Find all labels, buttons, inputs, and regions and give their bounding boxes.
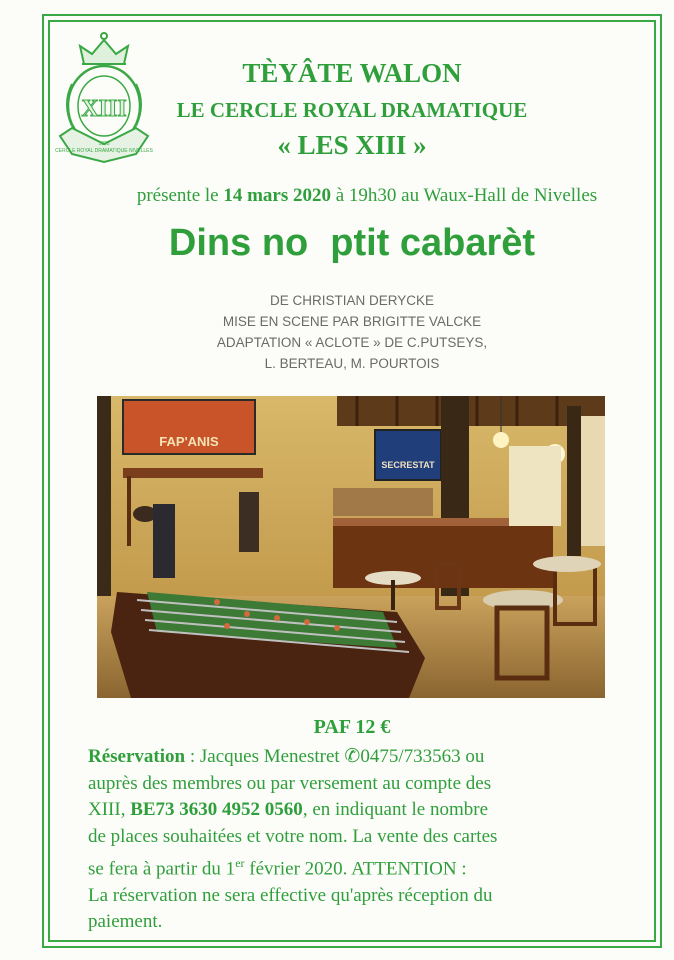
reservation-line-6: La réservation ne sera effective qu'après réception du bbox=[88, 884, 493, 906]
poster-secrestat-text: SECRESTAT bbox=[381, 460, 435, 470]
reservation-line-3 bbox=[88, 797, 628, 824]
reservation-line-2: auprès des membres ou par versement au compte des bbox=[88, 772, 492, 794]
show-title bbox=[0, 222, 674, 265]
credit-adaptation-cont: L. BERTEAU, M. POURTOIS bbox=[264, 356, 440, 371]
show-date: 14 mars 2020 bbox=[223, 185, 331, 206]
presents-pre: présente le bbox=[136, 185, 224, 206]
logo-year: 1923 bbox=[98, 141, 110, 147]
credits-block bbox=[0, 290, 674, 374]
reservation-nombre: , en indiquant le nombre bbox=[302, 799, 489, 820]
reservation-attention: février 2020. ATTENTION : bbox=[244, 858, 467, 880]
show-title-part2: ptit cabarèt bbox=[330, 222, 536, 264]
reservation-xiii: XIII, bbox=[88, 799, 131, 820]
show-title-part1: Dins no bbox=[168, 222, 309, 264]
theatre-subtitle: LE CERCLE ROYAL DRAMATIQUE bbox=[176, 98, 528, 122]
presents-post: à 19h30 au Waux-Hall de Nivelles bbox=[331, 185, 598, 206]
reservation-block bbox=[88, 744, 628, 936]
cabaret-photo bbox=[97, 396, 605, 698]
credit-adaptation: ADAPTATION « ACLOTE » DE C.PUTSEYS, bbox=[216, 335, 488, 350]
credit-director: MISE EN SCENE PAR BRIGITTE VALCKE bbox=[222, 314, 482, 329]
logo-ribbon-text: CERCLE ROYAL DRAMATIQUE NIVELLES bbox=[55, 148, 153, 154]
reservation-label: Réservation bbox=[88, 746, 186, 767]
bank-account: BE73 3630 4952 0560 bbox=[130, 799, 303, 820]
theatre-title: TÈYÂTE WALON bbox=[242, 58, 462, 88]
presents-line bbox=[0, 185, 674, 207]
troupe-name: « LES XIII » bbox=[277, 130, 427, 160]
reservation-line-1 bbox=[88, 744, 628, 771]
reservation-line-5 bbox=[88, 850, 628, 883]
reservation-contact: : Jacques Menestret ✆0475/733563 ou bbox=[185, 746, 485, 767]
reservation-line-4: de places souhaitées et votre nom. La vente des cartes bbox=[88, 825, 498, 847]
ordinal-suffix: er bbox=[235, 856, 245, 870]
reservation-line-7: paiement. bbox=[88, 911, 163, 933]
poster-fapanis-text: FAP'ANIS bbox=[159, 434, 219, 449]
logo-numeral: XIII bbox=[81, 96, 127, 122]
reservation-sale-start: se fera à partir du 1 bbox=[88, 858, 236, 880]
credit-author: DE CHRISTIAN DERYCKE bbox=[269, 293, 435, 308]
price: PAF 12 € bbox=[313, 716, 391, 738]
